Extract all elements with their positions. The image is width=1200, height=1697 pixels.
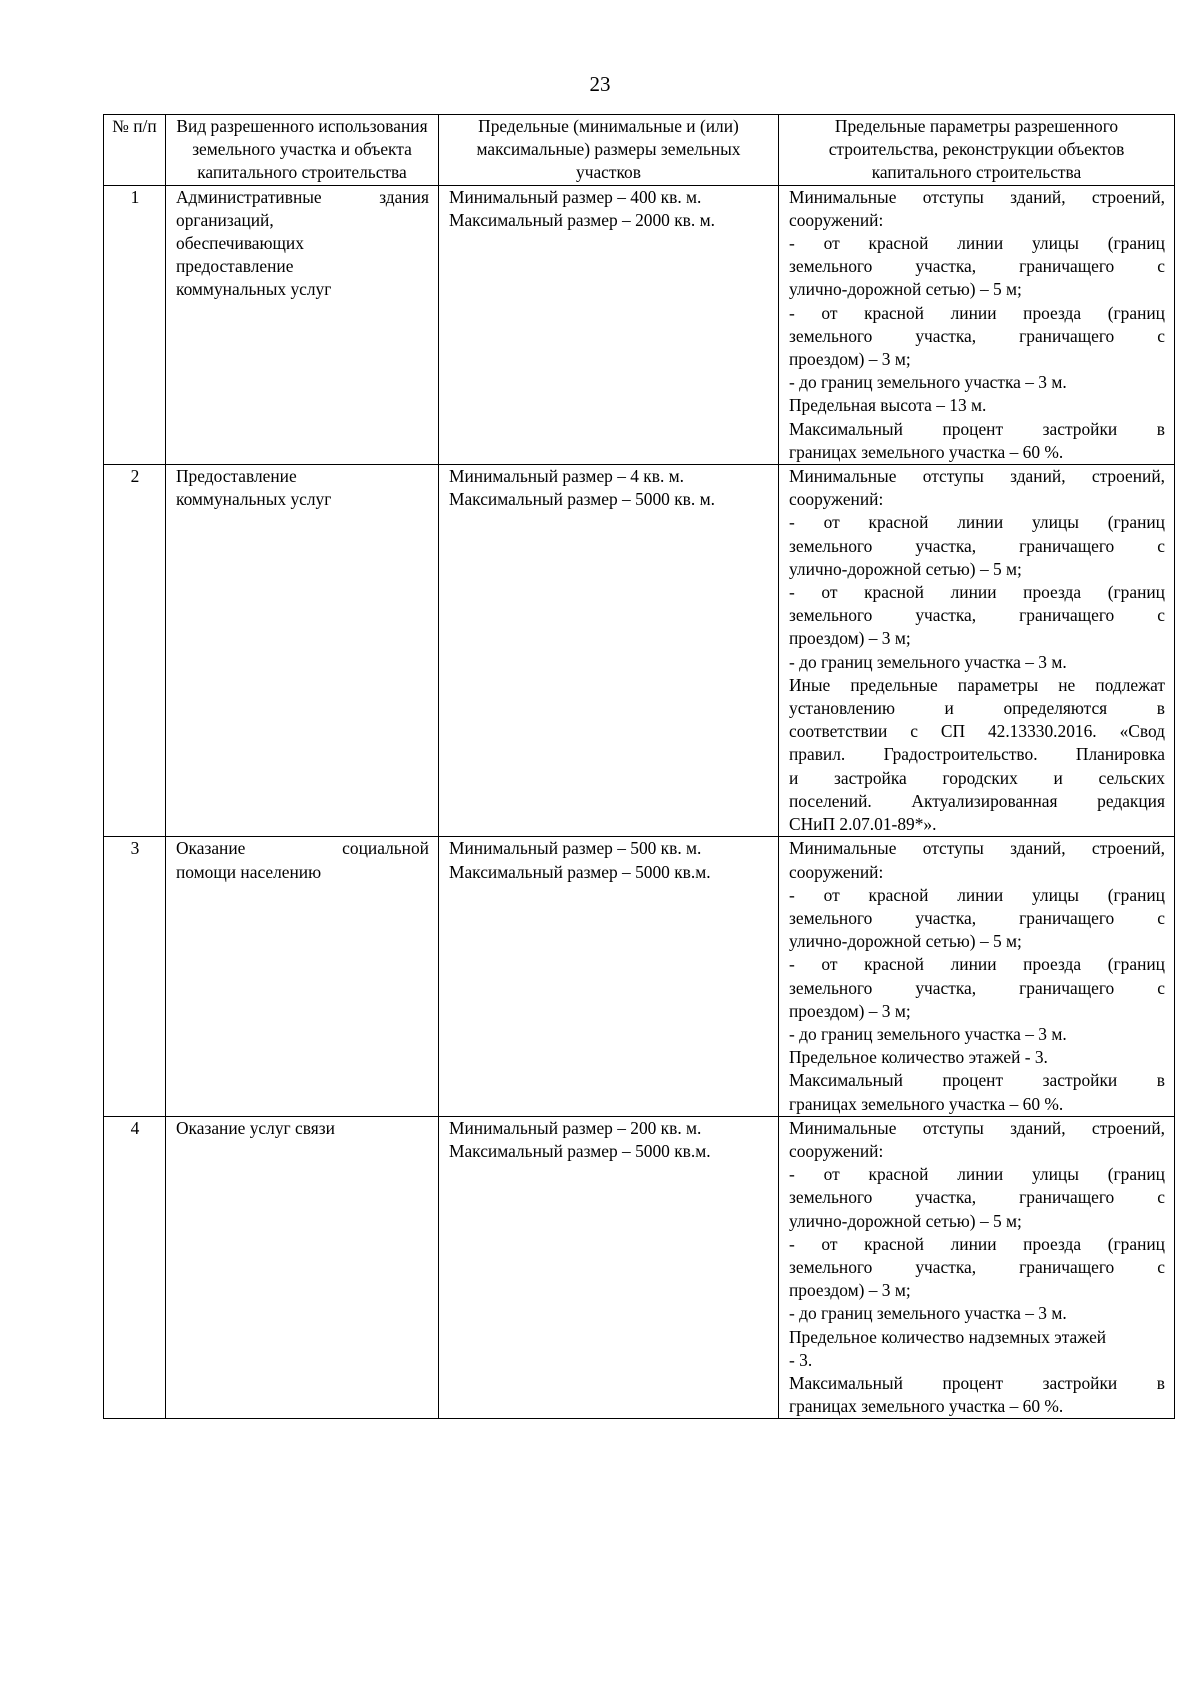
- text-line: сооружений:: [789, 861, 884, 882]
- text-line: Максимальный размер – 5000 кв.м.: [449, 861, 711, 882]
- text-line: коммунальных услуг: [176, 279, 332, 300]
- header-build-params: Предельные параметры разрешенного строительства, реконструкции объектов капитального строительства: [779, 115, 1175, 186]
- text-line: Максимальный процент застройки в: [789, 1372, 1165, 1393]
- table-row: [104, 837, 1175, 1116]
- row-number: 4: [104, 1116, 166, 1419]
- text-line: земельного участка, граничащего с: [789, 907, 1165, 928]
- text-line: границах земельного участка – 60 %.: [789, 441, 1064, 462]
- header-use-type: Вид разрешенного использования земельного участка и объекта капитального строительства: [166, 115, 439, 186]
- parameters-table: [103, 114, 1175, 1419]
- text-line: организаций,: [176, 209, 274, 230]
- build-params-cell: [779, 1116, 1175, 1419]
- text-line: Максимальный размер – 2000 кв. м.: [449, 209, 715, 230]
- text-line: сооружений:: [789, 489, 884, 510]
- text-line: Предоставление: [176, 466, 297, 487]
- text-line: - от красной линии проезда (границ: [789, 302, 1165, 323]
- text-line: улично-дорожной сетью) – 5 м;: [789, 931, 1022, 952]
- header-plot-sizes: Предельные (минимальные и (или) максимальные) размеры земельных участков: [439, 115, 779, 186]
- text-line: Оказание социальной: [176, 838, 429, 859]
- text-line: улично-дорожной сетью) – 5 м;: [789, 1210, 1022, 1231]
- text-line: улично-дорожной сетью) – 5 м;: [789, 279, 1022, 300]
- text-line: границах земельного участка – 60 %.: [789, 1093, 1064, 1114]
- text-line: земельного участка, граничащего с: [789, 1256, 1165, 1277]
- plot-sizes-cell: [439, 837, 779, 1116]
- text-line: проездом) – 3 м;: [789, 349, 911, 370]
- text-line: Максимальный размер – 5000 кв.м.: [449, 1140, 711, 1161]
- text-line: - от красной линии проезда (границ: [789, 954, 1165, 975]
- row-number: 1: [104, 185, 166, 464]
- text-line: помощи населению: [176, 861, 322, 882]
- text-line: и застройка городских и сельских: [789, 767, 1165, 788]
- text-line: Административные здания: [176, 186, 429, 207]
- text-line: земельного участка, граничащего с: [789, 535, 1165, 556]
- plot-sizes-cell: [439, 465, 779, 837]
- text-line: проездом) – 3 м;: [789, 628, 911, 649]
- build-params-cell: [779, 185, 1175, 464]
- text-line: Минимальный размер – 4 кв. м.: [449, 466, 684, 487]
- build-params-cell: [779, 837, 1175, 1116]
- text-line: сооружений:: [789, 209, 884, 230]
- text-line: Минимальные отступы зданий, строений,: [789, 1117, 1165, 1138]
- text-line: - до границ земельного участка – 3 м.: [789, 372, 1067, 393]
- text-line: Максимальный размер – 5000 кв. м.: [449, 489, 715, 510]
- text-line: Максимальный процент застройки в: [789, 418, 1165, 439]
- text-line: - до границ земельного участка – 3 м.: [789, 1023, 1067, 1044]
- text-line: Предельное количество этажей - 3.: [789, 1047, 1048, 1068]
- text-line: установлению и определяются в: [789, 698, 1165, 719]
- text-line: Минимальные отступы зданий, строений,: [789, 466, 1165, 487]
- text-line: Минимальные отступы зданий, строений,: [789, 838, 1165, 859]
- plot-sizes-cell: [439, 1116, 779, 1419]
- text-line: правил. Градостроительство. Планировка: [789, 744, 1165, 765]
- text-line: - до границ земельного участка – 3 м.: [789, 651, 1067, 672]
- text-line: - от красной линии проезда (границ: [789, 1233, 1165, 1254]
- text-line: Минимальный размер – 400 кв. м.: [449, 186, 702, 207]
- text-line: Предельная высота – 13 м.: [789, 395, 987, 416]
- text-line: границах земельного участка – 60 %.: [789, 1396, 1064, 1417]
- text-line: земельного участка, граничащего с: [789, 977, 1165, 998]
- text-line: - от красной линии проезда (границ: [789, 582, 1165, 603]
- table-header-row: [104, 115, 1175, 186]
- table-body: [104, 185, 1175, 1419]
- text-line: Предельное количество надземных этажей: [789, 1326, 1107, 1347]
- text-line: предоставление: [176, 256, 294, 277]
- text-line: земельного участка, граничащего с: [789, 256, 1165, 277]
- text-line: соответствии с СП 42.13330.2016. «Свод: [789, 721, 1165, 742]
- text-line: поселений. Актуализированная редакция: [789, 790, 1165, 811]
- table-row: [104, 1116, 1175, 1419]
- text-line: сооружений:: [789, 1140, 884, 1161]
- text-line: Минимальный размер – 500 кв. м.: [449, 838, 702, 859]
- text-line: Иные предельные параметры не подлежат: [789, 674, 1165, 695]
- row-number: 3: [104, 837, 166, 1116]
- page-number: 23: [589, 72, 611, 96]
- text-line: земельного участка, граничащего с: [789, 325, 1165, 346]
- use-type-cell: [166, 837, 439, 1116]
- text-line: Максимальный процент застройки в: [789, 1070, 1165, 1091]
- text-line: Оказание услуг связи: [176, 1117, 335, 1138]
- text-line: - 3.: [789, 1349, 813, 1370]
- text-line: СНиП 2.07.01-89*».: [789, 814, 937, 835]
- text-line: Минимальные отступы зданий, строений,: [789, 186, 1165, 207]
- text-line: коммунальных услуг: [176, 489, 332, 510]
- text-line: - до границ земельного участка – 3 м.: [789, 1303, 1067, 1324]
- table-row: [104, 465, 1175, 837]
- text-line: проездом) – 3 м;: [789, 1280, 911, 1301]
- text-line: - от красной линии улицы (границ: [789, 884, 1165, 905]
- table-row: [104, 185, 1175, 464]
- text-line: - от красной линии улицы (границ: [789, 512, 1165, 533]
- build-params-cell: [779, 465, 1175, 837]
- header-number: № п/п: [104, 115, 166, 186]
- use-type-cell: [166, 1116, 439, 1419]
- text-line: - от красной линии улицы (границ: [789, 233, 1165, 254]
- use-type-cell: [166, 465, 439, 837]
- text-line: улично-дорожной сетью) – 5 м;: [789, 558, 1022, 579]
- text-line: Минимальный размер – 200 кв. м.: [449, 1117, 702, 1138]
- text-line: земельного участка, граничащего с: [789, 1187, 1165, 1208]
- row-number: 2: [104, 465, 166, 837]
- text-line: проездом) – 3 м;: [789, 1000, 911, 1021]
- use-type-cell: [166, 185, 439, 464]
- text-line: обеспечивающих: [176, 233, 304, 254]
- text-line: - от красной линии улицы (границ: [789, 1164, 1165, 1185]
- text-line: земельного участка, граничащего с: [789, 605, 1165, 626]
- plot-sizes-cell: [439, 185, 779, 464]
